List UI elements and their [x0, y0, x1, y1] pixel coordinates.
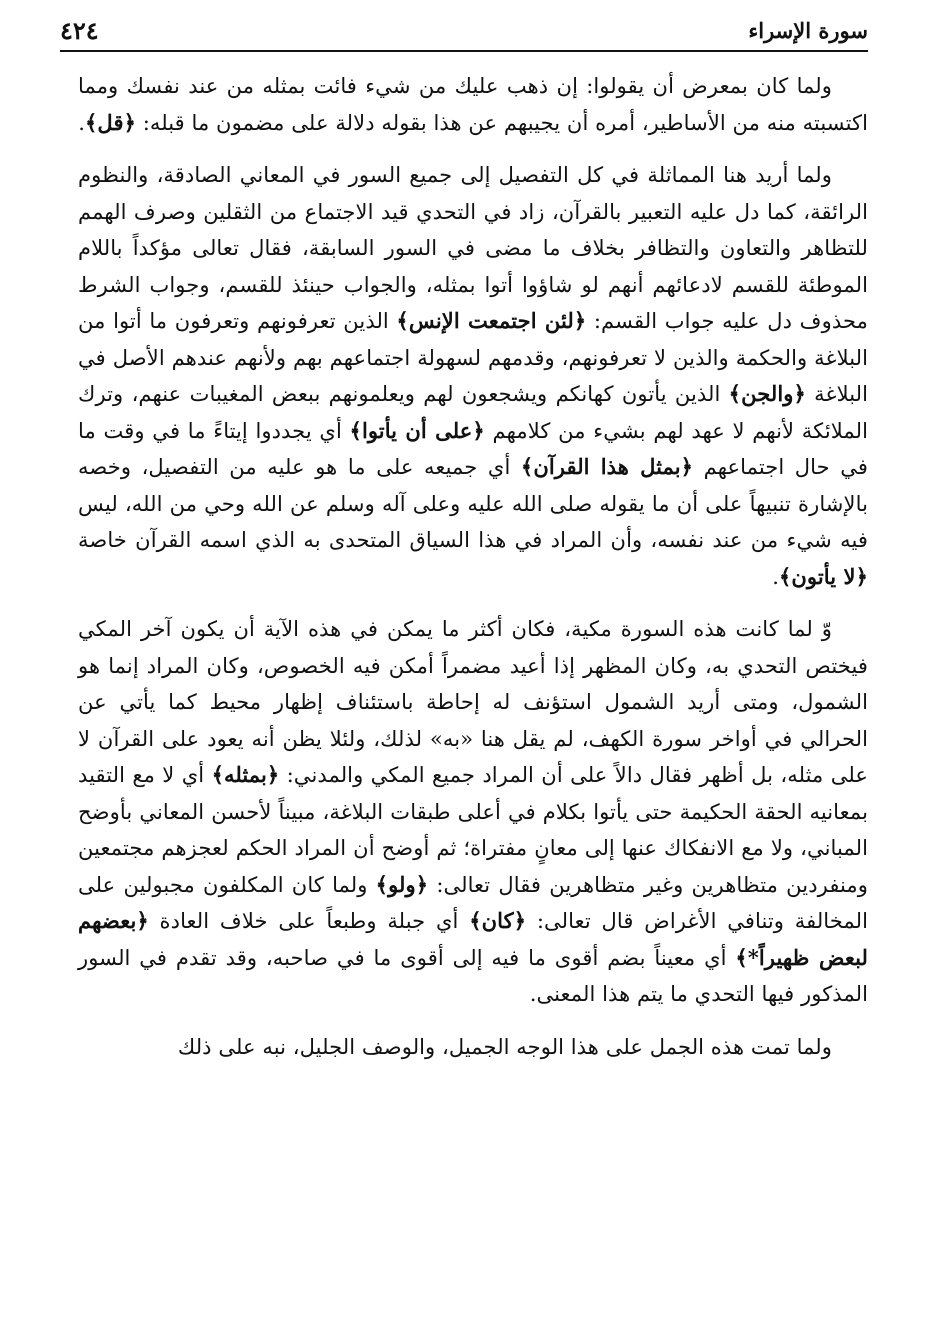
quran-quote: ﴿لئن اجتمعت الإنس﴾ — [396, 308, 587, 333]
text-segment: ولما كان المكلفون مجبولين على المخالفة وتنافي الأغراض قال تعالى: — [78, 871, 868, 933]
quran-quote: ﴿على أن يأتوا﴾ — [349, 417, 485, 443]
quran-quote: ﴿بمثل هذا القرآن﴾ — [520, 454, 694, 479]
text-segment: ولما كان بمعرض أن يقولوا: إن ذهب عليك من شيء فائت بمثله من عند نفسك ومما اكتسبته منه من الأساطير، أمره أن يجيبهم عن هذا بقوله دلالة على مضمون ما قبله: — [78, 73, 868, 135]
text-segment: ولما تمت هذه الجمل على هذا الوجه الجميل، والوصف الجليل، نبه على ذلك — [177, 1033, 832, 1059]
text-segment: أي معيناً بضم أقوى ما فيه إلى أقوى ما في صاحبه، وقد تقدم في السور المذكور فيها التحدي ما يتم هذا المعنى. — [78, 944, 868, 1006]
text-segment: الذين تعرفونهم وتعرفون ما أتوا من البلاغة والحكمة والذين لا تعرفونهم، وقدمهم لسهولة اجتماعهم بهم ولأنهم عندهم الأصل في البلاغة — [78, 308, 868, 406]
quran-quote: ﴿بعضهم لبعض ظهيراً*﴾ — [78, 908, 868, 970]
paragraph — [78, 611, 868, 1013]
text-segment: . — [772, 563, 779, 589]
text-segment: وّ لما كانت هذه السورة مكية، فكان أكثر ما يمكن في هذه الآية أن يكون آخر المكي فيختص التحدي به، وكان المظهر إذا أعيد مضمراً أمكن فيه الخصوص، وكان المراد إنما هو الشمول، ومتى أريد الشمول استؤنف له إحاطة باستئناف إظهار محيط كما يأتي عن الحرالي في أواخر سورة الكهف، لم يقل هنا «به» لذلك، ولئلا يظن أنه يعود على القرآن لا على مثله، بل أظهر فقال دالاً على أن المراد جميع المكي والمدني: — [78, 616, 869, 787]
quran-quote: ﴿كان﴾ — [469, 908, 527, 933]
text-segment: أي جميعه على ما هو عليه من التفصيل، وخصه بالإشارة تنبيهاً على أن ما يقوله صلى الله عليه وعلى آله وسلم عن الله وحي من الله، ليس فيه شيء من عند نفسه، وأن المراد في هذا السياق المتحدى به الذي اسمه القرآن خاصة — [78, 454, 868, 552]
text-segment: . — [78, 109, 85, 135]
page-number: ٤٢٤ — [60, 16, 99, 45]
quran-quote: ﴿والجن﴾ — [728, 381, 806, 406]
paragraph — [78, 68, 868, 141]
quran-quote: ﴿قل﴾ — [85, 109, 137, 135]
quran-quote: ﴿بمثله﴾ — [211, 762, 280, 787]
text-segment: الذين يأتون كهانكم ويشجعون لهم ويعلمونهم ببعض المغيبات عنهم، وترك الملائكة لأنهم لا عهد لهم بشيء من كلامهم — [78, 381, 868, 443]
body-text — [78, 68, 868, 1081]
text-segment: أي يجددوا إيتاءً ما في وقت ما في حال اجتماعهم — [78, 417, 869, 479]
paragraph — [78, 157, 868, 595]
header-rule — [60, 50, 868, 52]
paragraph — [78, 1029, 868, 1066]
text-segment: أي جبلة وطبعاً على خلاف العادة — [148, 908, 470, 933]
quran-quote: ﴿ولو﴾ — [375, 871, 429, 897]
page-header — [60, 14, 868, 48]
text-segment: أي لا مع التقيد بمعانيه الحقة الحكيمة حتى يأتوا بكلام في أعلى طبقات البلاغة، مبيناً لأحسن المعاني بأوضح المباني، ولا مع الانفكاك عنها إلى معانٍ مفتراة؛ ثم أوضح أن المراد الحكم لعجزهم مجتمعين ومنفردين متظاهرين وغير متظاهرين فقال تعالى: — [78, 762, 869, 897]
quran-quote: ﴿لا يأتون﴾ — [778, 563, 868, 589]
surah-title: سورة الإسراء — [748, 18, 868, 43]
text-segment: ولما أريد هنا المماثلة في كل التفصيل إلى جميع السور في المعاني الصادقة، والنظوم الرائقة، كما دل عليه التعبير بالقرآن، زاد في التحدي قيد الاجتماع من الثقلين وصرف الهمم للتظاهر والتعاون والتظافر بخلاف ما مضى في السور السابقة، فقال تعالى مؤكداً باللام الموطئة للقسم لادعائهم أنهم لو شاؤوا أتوا بمثله، والجواب حينئذ للقسم، وجواب الشرط محذوف دل عليه جواب القسم: — [78, 162, 868, 333]
